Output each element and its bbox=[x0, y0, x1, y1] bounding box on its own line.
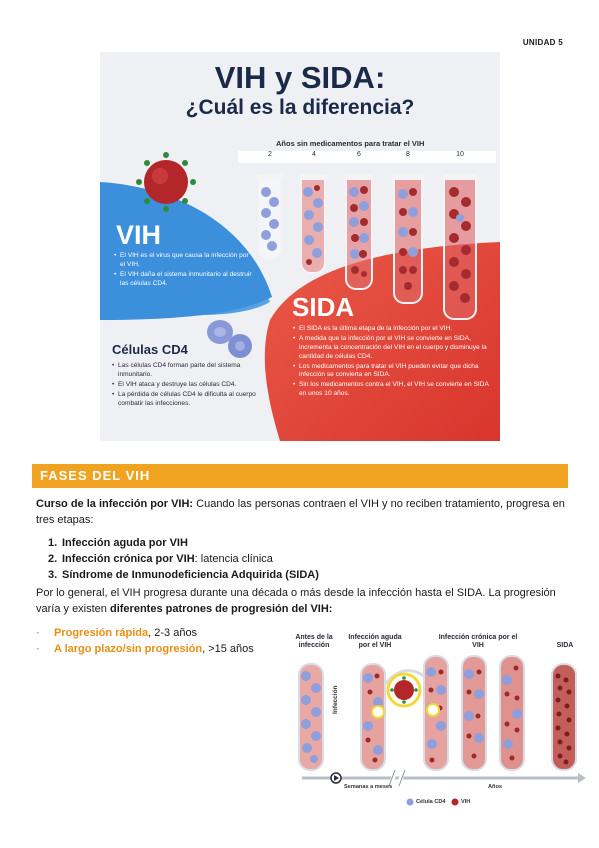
progression-text: Por lo general, el VIH progresa durante una década o más desde la infección hasta el SIDA. La progresión varía y existen bbox=[36, 587, 556, 615]
cd4-point: • El VIH ataca y destruye las células CD4. bbox=[112, 381, 272, 390]
vih-points bbox=[114, 252, 254, 290]
legend-vih: VIH bbox=[461, 799, 471, 805]
stage-name: Infección crónica por VIH bbox=[62, 552, 195, 565]
pattern-value: , >15 años bbox=[202, 642, 254, 655]
years-label: Años sin medicamentos para tratar el VIH bbox=[276, 139, 425, 148]
stage-label: SIDA bbox=[556, 642, 574, 649]
year-tick: 10 bbox=[456, 151, 464, 158]
cd4-points bbox=[112, 362, 272, 409]
unit-label: UNIDAD 5 bbox=[522, 38, 563, 47]
legend-cd4-swatch bbox=[407, 799, 414, 806]
stage-number: 1. bbox=[48, 537, 58, 549]
stage-item bbox=[48, 552, 319, 568]
vih-sida-infographic bbox=[100, 52, 500, 441]
sida-points bbox=[293, 325, 490, 400]
vih-point: • El VIH daña el sistema inmunitario al destruir las células CD4. bbox=[114, 271, 254, 289]
legend-vih-swatch bbox=[452, 799, 459, 806]
pattern-name: A largo plazo/sin progresión bbox=[54, 642, 203, 655]
infographic-subtitle: ¿Cuál es la diferencia? bbox=[185, 96, 415, 119]
infographic-title: VIH y SIDA: bbox=[214, 60, 386, 95]
vih-point: • El VIH es el virus que causa la infección por el VIH. bbox=[114, 252, 254, 270]
tube-contents bbox=[260, 178, 280, 258]
stage-label: Infección aguda por el VIH bbox=[348, 634, 402, 650]
infection-label: Infección bbox=[332, 685, 339, 714]
tube-contents bbox=[445, 178, 475, 318]
year-tick: 6 bbox=[357, 151, 361, 158]
legend-cd4: Célula CD4 bbox=[416, 799, 446, 805]
cd4-point: • La pérdida de células CD4 le dificulta al cuerpo combatir las infecciones. bbox=[112, 391, 272, 409]
cd4-heading: Células CD4 bbox=[112, 342, 188, 357]
tube-contents bbox=[347, 178, 371, 288]
test-tube-year-6 bbox=[345, 178, 373, 290]
year-tick: 4 bbox=[312, 151, 316, 158]
year-tick: 8 bbox=[406, 151, 410, 158]
stage-name: Síndrome de Inmunodeficiencia Adquirida (SIDA) bbox=[62, 568, 319, 581]
progression-lead: diferentes patrones de progresión del VIH: bbox=[109, 602, 333, 615]
stage-label: Infección crónica por el VIH bbox=[438, 634, 518, 650]
cd4-point: • Las células CD4 forman parte del sistema inmunitario. bbox=[112, 362, 272, 380]
year-tick: 2 bbox=[268, 151, 272, 158]
pattern-item bbox=[36, 626, 254, 642]
sida-point: • El SIDA es la última etapa de la infección por el VIH. bbox=[293, 325, 490, 334]
pattern-value: , 2-3 años bbox=[148, 627, 198, 639]
section-title: FASES DEL VIH bbox=[40, 468, 151, 483]
course-lead: Curso de la infección por VIH: bbox=[36, 498, 194, 510]
stage-item bbox=[48, 536, 319, 552]
test-tube-year-10 bbox=[443, 178, 477, 320]
sida-heading: SIDA bbox=[292, 292, 355, 322]
virus-illustration bbox=[136, 152, 196, 212]
progression-patterns bbox=[36, 626, 254, 658]
axis-label-right: Años bbox=[488, 784, 502, 790]
stage-number: 2. bbox=[48, 552, 58, 565]
section-header-bar bbox=[32, 464, 568, 488]
progression-paragraph bbox=[36, 586, 566, 618]
hiv-progression-diagram bbox=[288, 632, 588, 812]
diagram-graphic bbox=[288, 632, 588, 812]
axis-label-left: Semanas a meses bbox=[344, 784, 393, 790]
course-paragraph bbox=[36, 497, 566, 529]
course-text: Cuando las personas contraen el VIH y no reciben tratamiento, progresa en tres etapas: bbox=[36, 498, 565, 526]
stage-detail: : latencia clínica bbox=[194, 552, 273, 565]
test-tube-year-4 bbox=[300, 178, 326, 274]
pattern-name: Progresión rápida bbox=[54, 627, 149, 639]
test-tube-year-2 bbox=[258, 178, 282, 260]
tube-contents bbox=[395, 178, 421, 302]
sida-point: • A medida que la infección por el VIH se convierte en SIDA, incrementa la concentración del VIH en el cuerpo y disminuye la cantidad de células CD4. bbox=[293, 335, 490, 362]
sida-point: • Sin los medicamentos contra el VIH, el VIH se convierte en SIDA en unos 10 años. bbox=[293, 381, 490, 399]
stage-number: 3. bbox=[48, 568, 58, 581]
sida-point: • Los medicamentos para tratar el VIH pueden evitar que dicha infección se convierta en SIDA. bbox=[293, 363, 490, 381]
tube-contents bbox=[302, 178, 324, 272]
stages-list bbox=[48, 536, 319, 584]
stage-item bbox=[48, 568, 319, 584]
pattern-item bbox=[36, 642, 254, 658]
vih-heading: VIH bbox=[116, 220, 162, 250]
test-tube-year-8 bbox=[393, 178, 423, 304]
stage-name: Infección aguda por VIH bbox=[62, 537, 188, 549]
stage-label: Antes de la infección bbox=[295, 634, 333, 650]
